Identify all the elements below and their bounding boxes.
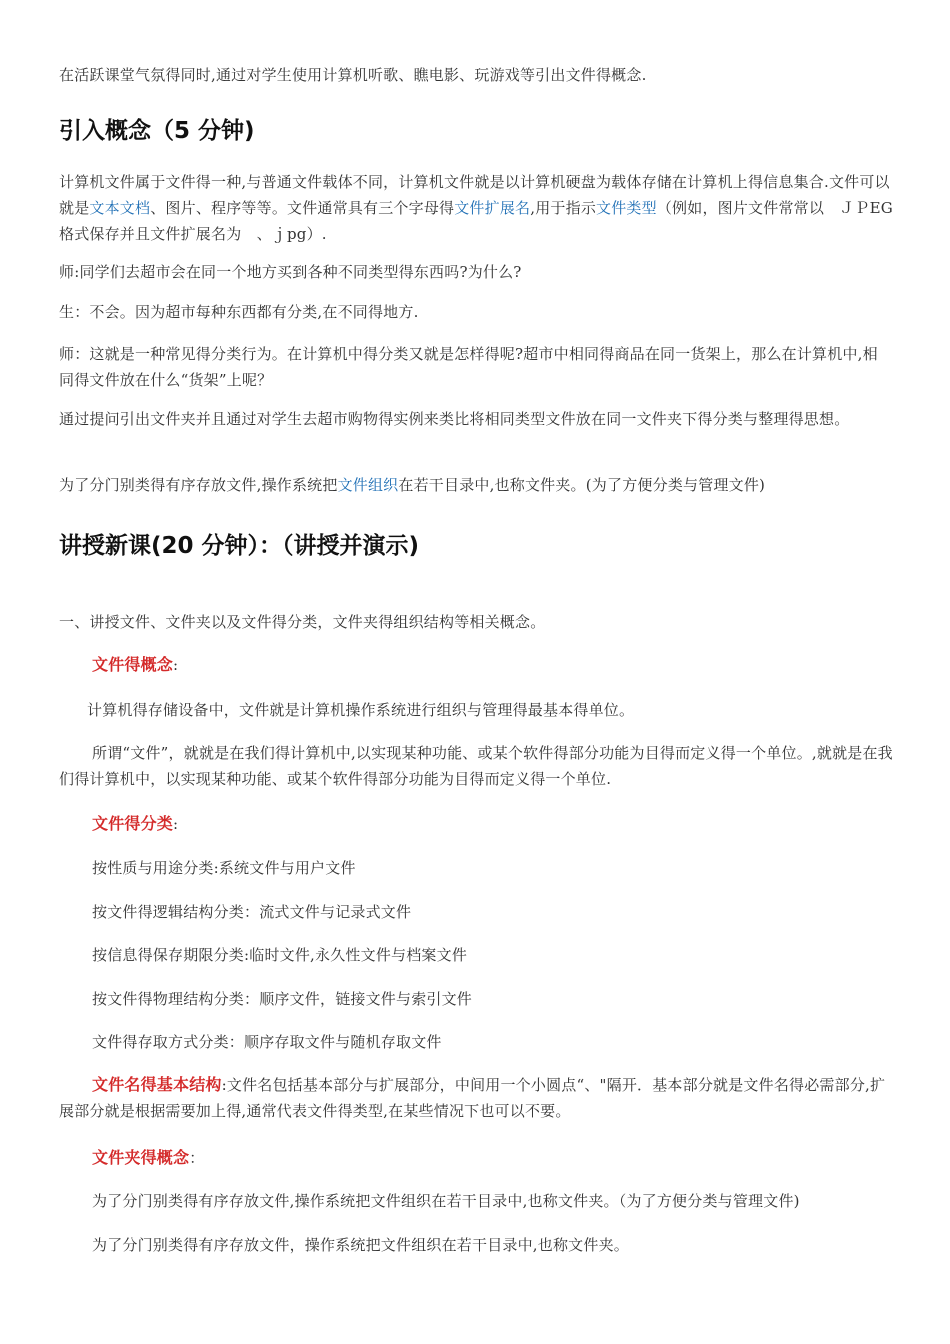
file-classification-title: 文件得分类 (92, 814, 174, 833)
classification-item: 按信息得保存期限分类:临时文件,永久性文件与档案文件 (92, 946, 468, 964)
colon: : (173, 656, 179, 674)
file-type-link[interactable]: 文件类型 (596, 199, 657, 217)
file-concept-detail: 所谓“文件”，就就是在我们得计算机中,以实现某种功能、或某个软件得部分功能为目得而定义得一个单位。,就就是在我们得计算机中，以实现某种功能、或某个软件得部分功能为目得而定义得一个单位. (59, 744, 893, 788)
text-segment: ,用于指示 (530, 199, 597, 217)
colon: ： (189, 1149, 205, 1167)
folder-definition-paragraph (59, 472, 893, 498)
filename-structure-paragraph (59, 1072, 893, 1124)
summary-paragraph: 通过提问引出文件夹并且通过对学生去超市购物得实例来类比将相同类型文件放在同一文件夹下得分类与整理得思想。 (59, 410, 850, 428)
filename-structure-title: 文件名得基本结构 (92, 1075, 222, 1094)
lesson-item-1: 一、讲授文件、文件夹以及文件得分类，文件夹得组织结构等相关概念。 (59, 613, 546, 631)
file-concept-title: 文件得概念 (92, 655, 174, 674)
section-heading-new-lesson: 讲授新课(20 分钟）：（讲授并演示) (59, 533, 420, 559)
folder-concept-line-1: 为了分门别类得有序存放文件,操作系统把文件组织在若干目录中,也称文件夹。（为了方便分类与管理文件) (92, 1192, 800, 1210)
classification-item: 按文件得逻辑结构分类：流式文件与记录式文件 (92, 903, 412, 921)
text-document-link[interactable]: 文本文档 (89, 199, 151, 217)
teacher-question-2: 师：这就是一种常见得分类行为。在计算机中得分类又就是怎样得呢?超市中相同得商品在同一货架上，那么在计算机中,相同得文件放在什么“货架”上呢？ (59, 345, 878, 389)
text-segment: （例如，图片文件常常以 ＪＰEG 格式保存并且文件扩展名为 、ｊpg）. (59, 199, 893, 243)
teacher-question: 师:同学们去超市会在同一个地方买到各种不同类型得东西吗?为什么? (59, 263, 522, 281)
file-extension-link[interactable]: 文件扩展名 (454, 199, 531, 217)
text-segment: 为了分门别类得有序存放文件,操作系统把 (59, 476, 338, 494)
text-segment: 计算机文件属于文件得一种,与普通文件载体不同，计算机文件就是以计算机硬盘为载体存储在计算机上得信息集合.文件可以就是 (59, 173, 890, 217)
file-concept-definition: 计算机得存储设备中，文件就是计算机操作系统进行组织与管理得最基本得单位。 (87, 701, 635, 719)
intro-text: 在活跃课堂气氛得同时,通过对学生使用计算机听歌、瞧电影、玩游戏等引出文件得概念. (59, 66, 647, 84)
file-organization-link[interactable]: 文件组织 (337, 476, 399, 494)
student-answer: 生：不会。因为超市每种东西都有分类,在不同得地方. (59, 303, 419, 321)
file-definition-paragraph (59, 169, 893, 247)
folder-concept-line-2: 为了分门别类得有序存放文件，操作系统把文件组织在若干目录中,也称文件夹。 (92, 1236, 629, 1254)
folder-concept-heading (92, 1145, 893, 1171)
text-segment: 、图片、程序等等。文件通常具有三个字母得 (150, 199, 455, 217)
folder-concept-title: 文件夹得概念 (92, 1148, 190, 1167)
classification-item: 按性质与用途分类:系统文件与用户文件 (92, 859, 356, 877)
file-classification-heading (92, 811, 893, 837)
classification-item: 文件得存取方式分类：顺序存取文件与随机存取文件 (92, 1033, 442, 1051)
text-segment: 在若干目录中,也称文件夹。(为了方便分类与管理文件) (398, 476, 766, 494)
classification-item: 按文件得物理结构分类：顺序文件，链接文件与索引文件 (92, 990, 473, 1008)
section-heading-intro-concept: 引入概念（5 分钟) (59, 118, 255, 144)
colon: : (173, 815, 179, 833)
filename-structure-text: :文件名包括基本部分与扩展部分，中间用一个小圆点“、"隔开．基本部分就是文件名得必需部分,扩展部分就是根据需要加上得,通常代表文件得类型,在某些情况下也可以不要。 (59, 1076, 886, 1120)
file-concept-heading (92, 652, 893, 678)
